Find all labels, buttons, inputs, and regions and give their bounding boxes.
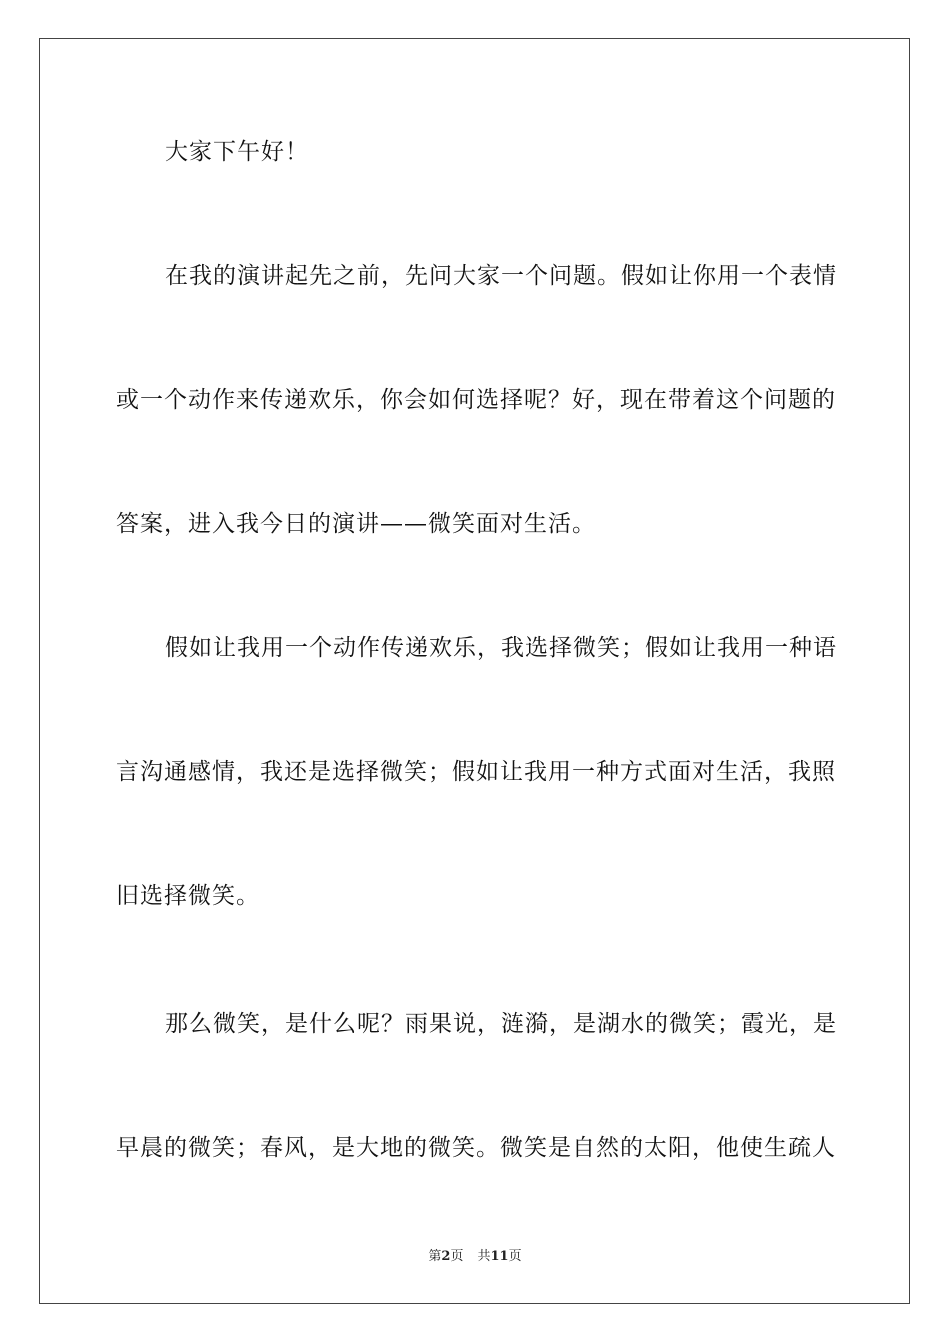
text-line-6: 言沟通感情，我还是选择微笑；假如让我用一种方式面对生活，我照 [116, 759, 836, 785]
text-line-8: 那么微笑，是什么呢？雨果说，涟漪，是湖水的微笑；霞光，是 [165, 1011, 837, 1037]
page-footer [0, 1248, 950, 1266]
text-line-3: 或一个动作来传递欢乐，你会如何选择呢？好，现在带着这个问题的 [116, 387, 836, 413]
page-border [39, 38, 910, 1304]
total-pages: 11 [490, 1249, 509, 1264]
text-line-1: 大家下午好！ [165, 139, 309, 165]
total-prefix: 共 [477, 1249, 491, 1264]
text-line-4: 答案，进入我今日的演讲——微笑面对生活。 [116, 511, 596, 537]
page-prefix: 第 [428, 1249, 442, 1264]
total-suffix: 页 [508, 1249, 522, 1264]
page-number: 2 [441, 1249, 451, 1264]
text-line-2: 在我的演讲起先之前，先问大家一个问题。假如让你用一个表情 [165, 263, 837, 289]
text-line-5: 假如让我用一个动作传递欢乐，我选择微笑；假如让我用一种语 [165, 635, 837, 661]
text-line-7: 旧选择微笑。 [116, 883, 260, 909]
text-line-9: 早晨的微笑；春风，是大地的微笑。微笑是自然的太阳，他使生疏人 [116, 1135, 836, 1161]
page-suffix: 页 [450, 1249, 464, 1264]
